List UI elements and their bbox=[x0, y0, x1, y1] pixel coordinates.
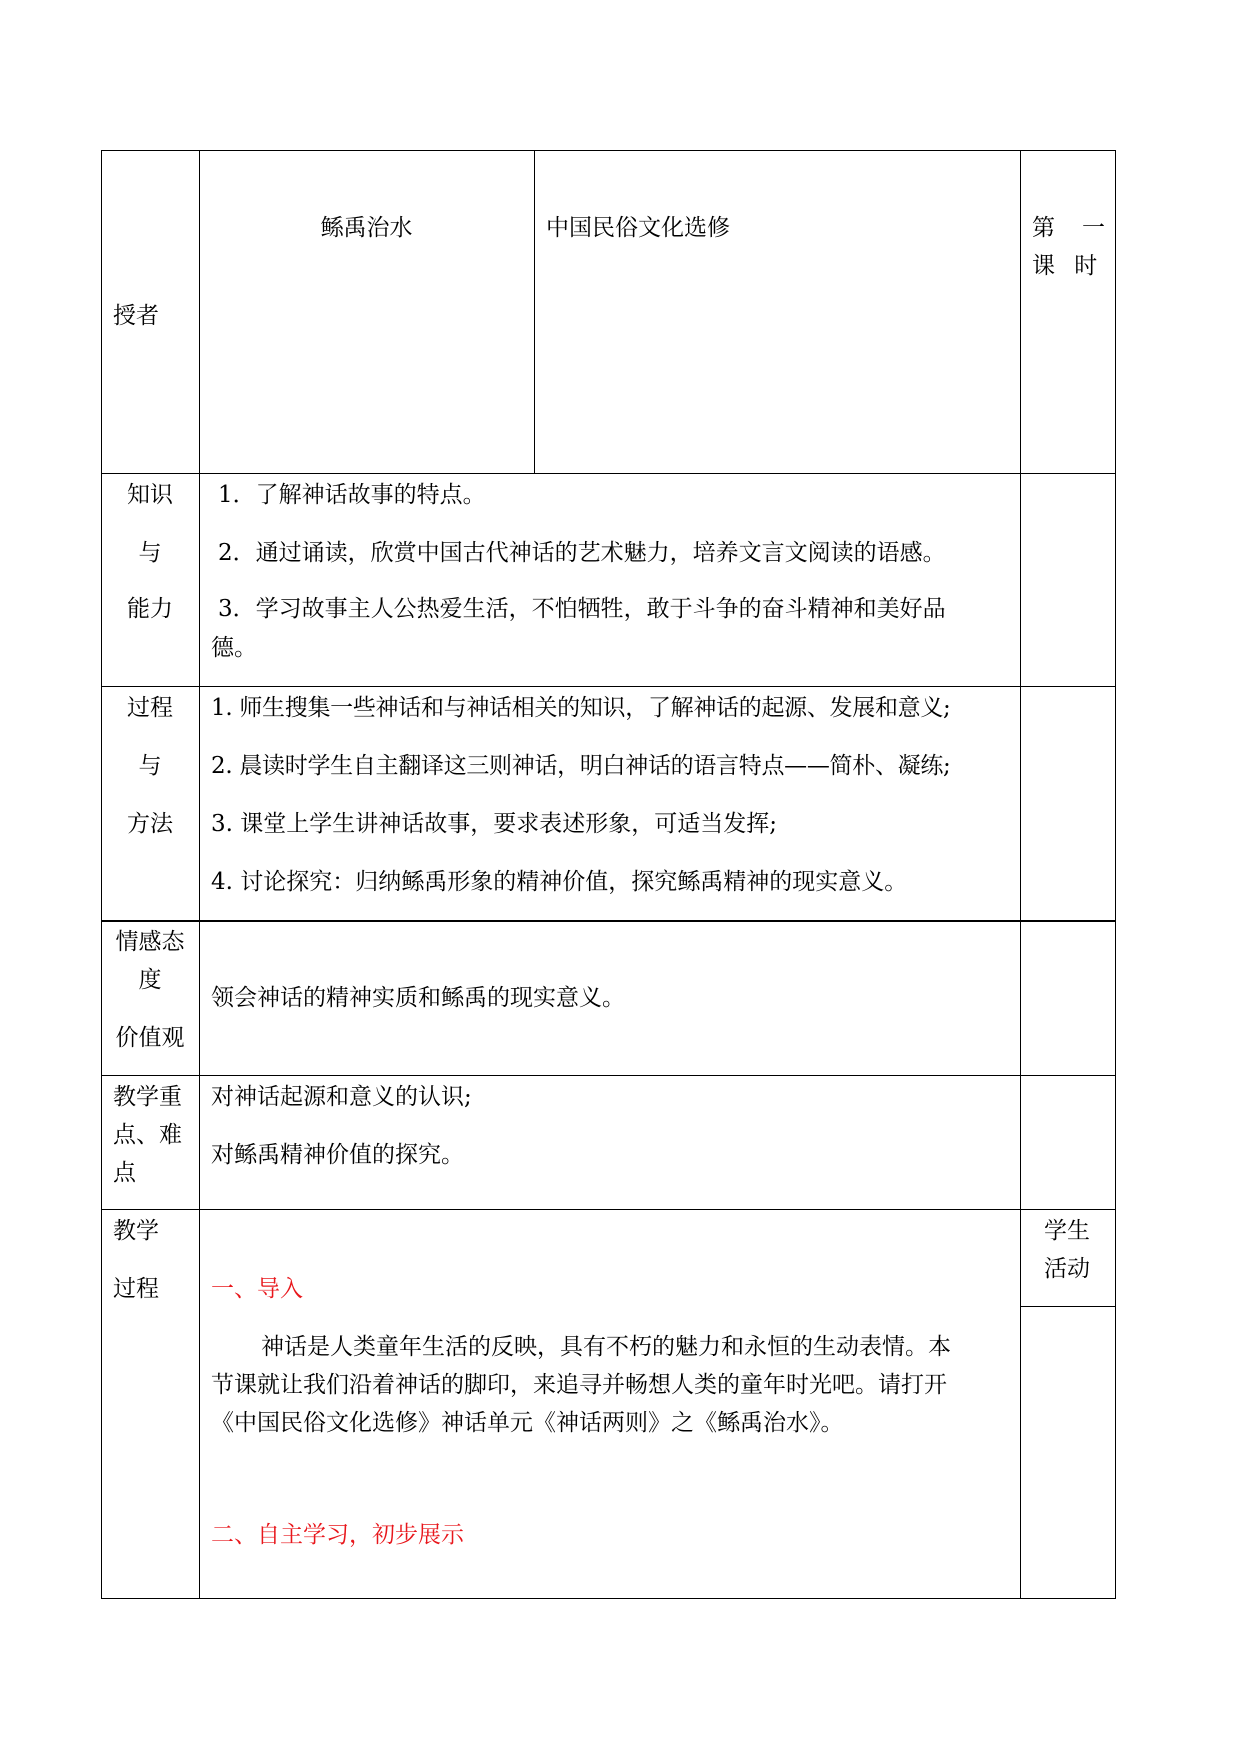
period-line-2: 课 时 bbox=[1032, 253, 1104, 279]
section-title-self-study: 二、自主学习，初步展示 bbox=[211, 1522, 464, 1548]
emotion-label-2: 度 bbox=[138, 967, 162, 993]
lesson-title: 鲧禹治水 bbox=[320, 215, 413, 241]
course-name: 中国民俗文化选修 bbox=[546, 215, 730, 241]
knowledge-item-2: 2．通过诵读，欣赏中国古代神话的艺术魅力，培养文言文阅读的语感。 bbox=[218, 540, 946, 566]
intro-line-1: 神话是人类童年生活的反映，具有不朽的魅力和永恒的生动表情。本 bbox=[261, 1334, 951, 1360]
intro-line-2: 节课就让我们沿着神话的脚印，来追寻并畅想人类的童年时光吧。请打开 bbox=[211, 1372, 947, 1398]
knowledge-label-3: 能力 bbox=[127, 596, 173, 622]
intro-line-3: 《中国民俗文化选修》神话单元《神话两则》之《鲧禹治水》。 bbox=[211, 1410, 844, 1436]
teaching-process-label-2: 过程 bbox=[113, 1276, 159, 1302]
process-label-3: 方法 bbox=[127, 811, 173, 837]
student-activity-label-1: 学生 bbox=[1044, 1218, 1090, 1244]
key-point-2: 对鲧禹精神价值的探究。 bbox=[211, 1142, 464, 1168]
key-points-label-1: 教学重 bbox=[113, 1084, 182, 1110]
process-item-4: 4. 讨论探究：归纳鲧禹形象的精神价值，探究鲧禹精神的现实意义。 bbox=[211, 869, 908, 895]
key-points-label-2: 点、难 bbox=[113, 1122, 182, 1148]
knowledge-label-1: 知识 bbox=[127, 482, 173, 508]
knowledge-item-3: 3．学习故事主人公热爱生活，不怕牺牲，敢于斗争的奋斗精神和美好品 bbox=[218, 596, 946, 622]
process-item-1: 1. 师生搜集一些神话和与神话相关的知识，了解神话的起源、发展和意义; bbox=[211, 695, 951, 721]
key-point-1: 对神话起源和意义的认识; bbox=[211, 1084, 472, 1110]
author-label: 授者 bbox=[113, 303, 159, 329]
knowledge-item-1: 1．了解神话故事的特点。 bbox=[218, 482, 486, 508]
student-activity-label-2: 活动 bbox=[1044, 1256, 1090, 1282]
process-label-2: 与 bbox=[138, 753, 162, 779]
emotion-text: 领会神话的精神实质和鲧禹的现实意义。 bbox=[211, 985, 625, 1011]
key-points-label-3: 点 bbox=[113, 1160, 136, 1186]
section-title-intro: 一、导入 bbox=[211, 1276, 303, 1302]
knowledge-item-3-cont: 德。 bbox=[211, 635, 257, 661]
period-line-1: 第 一 bbox=[1032, 215, 1107, 241]
process-item-3: 3. 课堂上学生讲神话故事，要求表述形象，可适当发挥; bbox=[211, 811, 778, 837]
teaching-process-label-1: 教学 bbox=[113, 1218, 159, 1244]
process-label-1: 过程 bbox=[127, 695, 173, 721]
emotion-label-3: 价值观 bbox=[115, 1025, 185, 1051]
emotion-label-1: 情感态 bbox=[115, 929, 185, 955]
process-item-2: 2. 晨读时学生自主翻译这三则神话，明白神话的语言特点——简朴、凝练; bbox=[211, 753, 951, 779]
knowledge-label-2: 与 bbox=[138, 540, 162, 566]
